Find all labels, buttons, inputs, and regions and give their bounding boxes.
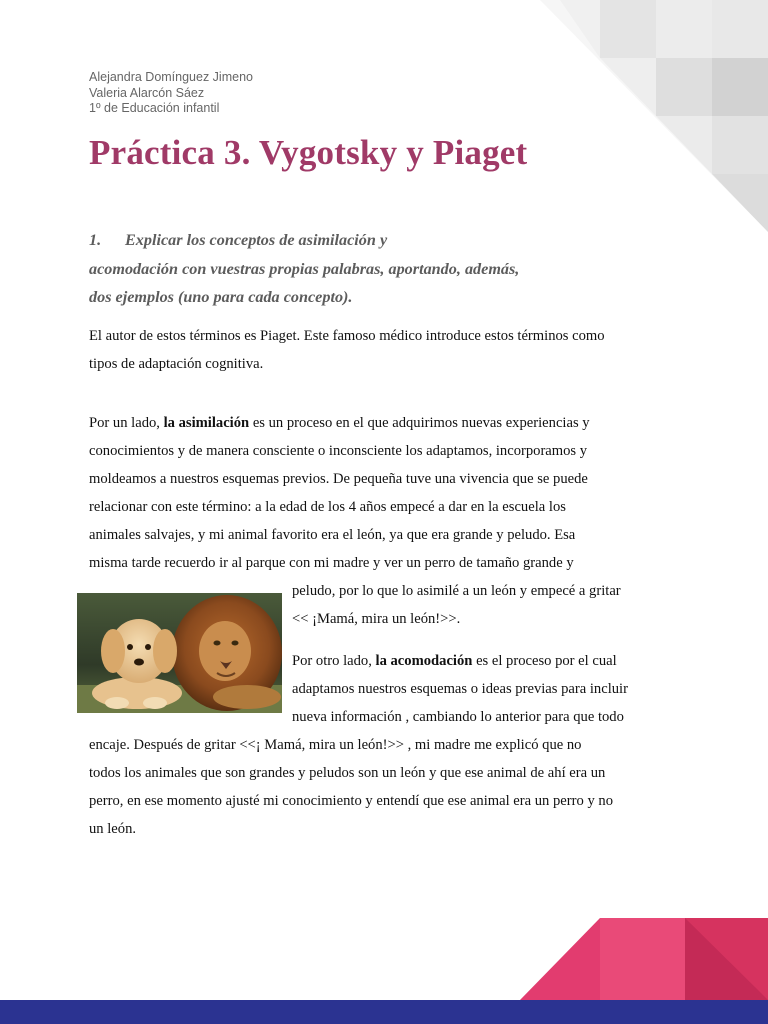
author-1: Alejandra Domínguez Jimeno [89, 70, 253, 84]
acomodacion-line: perro, en ese momento ajusté mi conocimiento y entendí que ese animal era un perro y no [89, 793, 613, 809]
question-line-1: Explicar los conceptos de asimilación y [125, 231, 388, 249]
question-line-3: dos ejemplos (uno para cada concepto). [89, 288, 353, 306]
footer-band [0, 1000, 768, 1024]
question-line-2: acomodación con vuestras propias palabras, aportando, además, [89, 259, 520, 278]
asimilacion-line: misma tarde recuerdo ir al parque con mi madre y ver un perro de tamaño grande y [89, 555, 574, 571]
author-2: Valeria Alarcón Sáez [89, 85, 205, 100]
acomodacion-line-rest: es el proceso por el cual [476, 653, 617, 669]
course-label: 1º de Educación infantil [89, 101, 220, 115]
asimilacion-line: << ¡Mamá, mira un león!>>. [292, 611, 461, 627]
intro-line: tipos de adaptación cognitiva. [89, 356, 264, 372]
asimilacion-prefix: Por un lado, [89, 415, 160, 431]
acomodacion-line: adaptamos nuestros esquemas o ideas previas para incluir [292, 681, 628, 697]
author-block [89, 70, 253, 117]
asimilacion-line: animales salvajes, y mi animal favorito era el león, ya que era grande y peludo. Esa [89, 527, 576, 543]
asimilacion-line-rest: es un proceso en el que adquirimos nuevas experiencias y [252, 415, 590, 431]
intro-paragraph [89, 322, 605, 378]
question-number: 1. [89, 231, 102, 249]
asimilacion-line: conocimientos y de manera consciente o inconsciente los adaptamos, incorporamos y [89, 443, 588, 459]
asimilacion-line: relacionar con este término: a la edad de los 4 años empecé a dar en la escuela los [89, 499, 566, 515]
acomodacion-line: un león. [89, 821, 137, 837]
acomodacion-prefix: Por otro lado, [292, 653, 372, 669]
acomodacion-line: nueva información , cambiando lo anterior para que todo [292, 709, 624, 725]
intro-line: El autor de estos términos es Piaget. Este famoso médico introduce estos términos como [89, 328, 605, 344]
acomodacion-line: todos los animales que son grandes y peludos son un león y que ese animal de ahí era un [89, 765, 606, 781]
page-title: Práctica 3. Vygotsky y Piaget [89, 133, 528, 172]
asimilacion-line: peludo, por lo que lo asimilé a un león y empecé a gritar [292, 583, 621, 599]
asimilacion-term: la asimilación [163, 415, 250, 431]
acomodacion-paragraph [89, 647, 628, 843]
acomodacion-term: la acomodación [375, 653, 473, 669]
header-decoration [0, 0, 768, 260]
footer-decoration [0, 912, 768, 1024]
acomodacion-line: encaje. Después de gritar <<¡ Mamá, mira un león!>> , mi madre me explicó que no [89, 737, 582, 753]
asimilacion-line: moldeamos a nuestros esquemas previos. De pequeña tuve una vivencia que se puede [89, 471, 588, 487]
question-heading [89, 226, 689, 312]
